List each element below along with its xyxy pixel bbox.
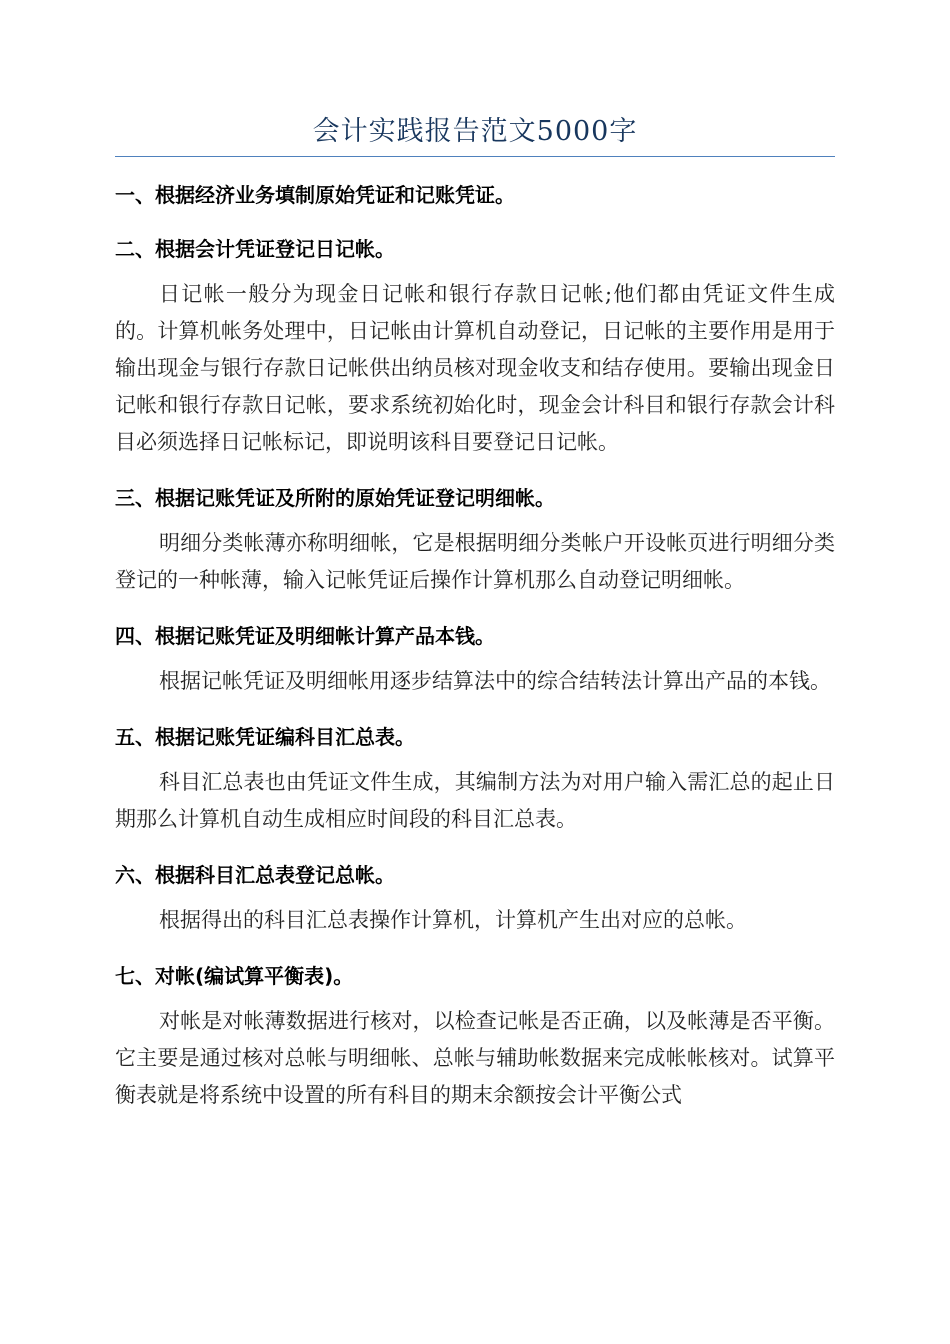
section-paragraph: 科目汇总表也由凭证文件生成，其编制方法为对用户输入需汇总的起止日期那么计算机自动生成相应时间段的科目汇总表。 bbox=[115, 770, 835, 831]
section-heading: 七、对帐(编试算平衡表)。 bbox=[115, 964, 354, 988]
section-paragraph: 对帐是对帐薄数据进行核对，以检查记帐是否正确，以及帐薄是否平衡。它主要是通过核对总帐与明细帐、总帐与辅助帐数据来完成帐帐核对。试算平衡表就是将系统中设置的所有科目的期末余额按会计平衡公式 bbox=[115, 1009, 835, 1107]
section-heading: 五、根据记账凭证编科目汇总表。 bbox=[115, 725, 415, 749]
page-title: 会计实践报告范文5000字 bbox=[312, 116, 638, 147]
document-content bbox=[115, 168, 835, 1124]
section-paragraph: 明细分类帐薄亦称明细帐，它是根据明细分类帐户开设帐页进行明细分类登记的一种帐薄，输入记帐凭证后操作计算机那么自动登记明细帐。 bbox=[115, 531, 835, 592]
section-4 bbox=[115, 609, 835, 700]
section-heading: 四、根据记账凭证及明细帐计算产品本钱。 bbox=[115, 624, 495, 648]
section-heading: 三、根据记账凭证及所附的原始凭证登记明细帐。 bbox=[115, 486, 555, 510]
section-7 bbox=[115, 949, 835, 1114]
section-6 bbox=[115, 848, 835, 939]
section-1 bbox=[115, 168, 835, 222]
section-heading: 六、根据科目汇总表登记总帐。 bbox=[115, 863, 395, 887]
section-3 bbox=[115, 471, 835, 599]
section-paragraph: 日记帐一般分为现金日记帐和银行存款日记帐;他们都由凭证文件生成的。计算机帐务处理中，日记帐由计算机自动登记，日记帐的主要作用是用于输出现金与银行存款日记帐供出纳员核对现金收支和结存使用。要输出现金日记帐和银行存款日记帐，要求系统初始化时，现金会计科目和银行存款会计科目必须选择日记帐标记，即说明该科目要登记日记帐。 bbox=[115, 282, 835, 454]
section-2 bbox=[115, 222, 835, 461]
title-block bbox=[115, 112, 835, 157]
section-5 bbox=[115, 710, 835, 838]
section-heading: 一、根据经济业务填制原始凭证和记账凭证。 bbox=[115, 183, 515, 207]
section-paragraph: 根据得出的科目汇总表操作计算机，计算机产生出对应的总帐。 bbox=[159, 908, 747, 932]
section-paragraph: 根据记帐凭证及明细帐用逐步结算法中的综合结转法计算出产品的本钱。 bbox=[159, 669, 831, 693]
section-heading: 二、根据会计凭证登记日记帐。 bbox=[115, 237, 395, 261]
